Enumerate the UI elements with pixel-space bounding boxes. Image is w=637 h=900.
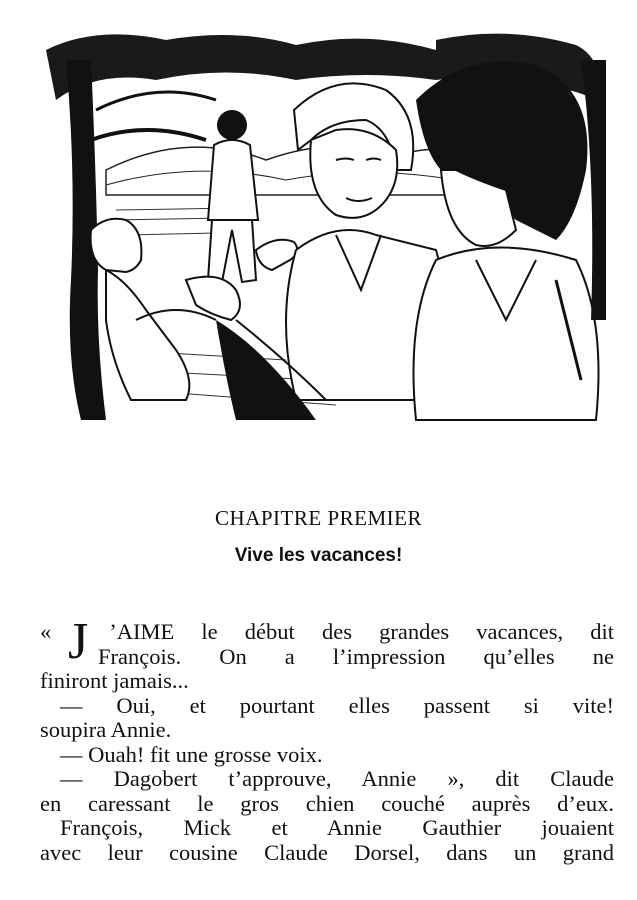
first-word: ’AIME (109, 619, 175, 644)
text-line-7: — Dagobert t’approuve, Annie », dit Claude (60, 766, 614, 791)
text-line-4: — Oui, et pourtant elles passent si vite! (60, 692, 614, 718)
text-line-9: François, Mick et Annie Gauthier jouaient (60, 815, 614, 840)
text-line-2: François. On a l’impression qu’elles ne (98, 643, 614, 669)
text-line-3: finiront jamais... (40, 668, 189, 693)
body-text (40, 613, 614, 865)
drop-cap: J (68, 613, 89, 670)
line1-rest: le début des grandes vacances, dit (201, 619, 614, 644)
chapter-title: Vive les vacances! (234, 545, 403, 566)
chapter-label: CHAPITRE PREMIER (215, 506, 422, 530)
open-quote: « (40, 619, 52, 644)
text-line-5: soupira Annie. (40, 717, 172, 742)
text-line-10: avec leur cousine Claude Dorsel, dans un grand (40, 839, 614, 865)
illustration-icon (36, 20, 606, 430)
text-line-6: — Ouah! fit une grosse voix. (60, 741, 323, 767)
text-line-8: en caressant le gros chien couché auprès d’eux. (40, 790, 614, 816)
